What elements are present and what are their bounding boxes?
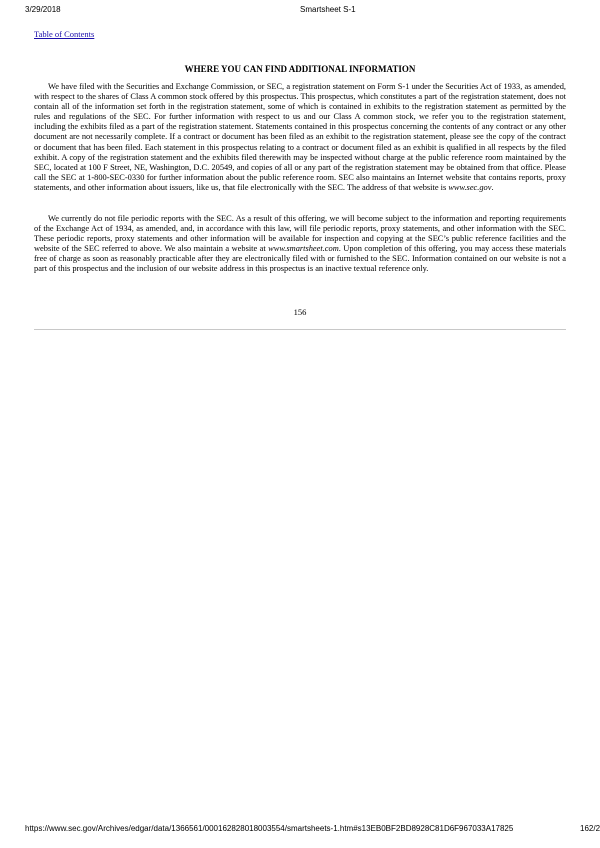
paragraph-text-end: .: [491, 182, 494, 192]
paragraph-periodic-reports: [34, 214, 566, 275]
sec-website: www.sec.gov: [448, 182, 492, 192]
company-website: www.smartsheet.com: [268, 244, 339, 254]
table-of-contents-link[interactable]: Table of Contents: [34, 29, 95, 39]
print-title: Smartsheet S-1: [300, 5, 356, 14]
paragraph-text: We have filed with the Securities and Exchange Commission, or SEC, a registration statement on Form S-1 under the Securities Act of 1933, as amended, with respect to the shares of Class A common stock offered by this prospectus. This prospectus, which constitutes a part of the registration statement, does not contain all of the information set forth in the registration statement, some of which is contained in exhibits to the registration statement as permitted by the rules and regulations of the SEC. For further information with respect to us and our Class A common stock, we refer you to the registration statement, including the exhibits filed as a part of the registration statement. Statements contained in this prospectus concerning the contents of any contract or any other document are not necessarily complete. If a contract or document has been filed as an exhibit to the registration statement, please see the copy of the contract or document that has been filed. Each statement in this prospectus relating to a contract or document filed as an exhibit is qualified in all respects by the filed exhibit. A copy of the registration statement and the exhibits filed therewith may be inspected without charge at the public reference room maintained by the SEC, located at 100 F Street, NE, Washington, D.C. 20549, and copies of all or any part of the registration statement may be obtained from that office. Please call the SEC at 1-800-SEC-0330 for further information about the public reference room. SEC also maintains an Internet website that contains reports, proxy statements, and other information about issuers, like us, that file electronically with the SEC. The address of that website is: [34, 82, 566, 192]
section-heading: WHERE YOU CAN FIND ADDITIONAL INFORMATION: [184, 64, 416, 74]
paragraph-text: We currently do not file periodic reports with the SEC. As a result of this offering, we will become subject to the information and reporting requirements of the Exchange Act of 1934, as amended, and, in accordance with this law, will file periodic reports, proxy statements, and other information with the SEC. These periodic reports, proxy statements and other information will be available for inspection and copying at the SEC’s public reference facilities and the website of the SEC referred to above. We also maintain a website at: [34, 214, 566, 254]
page-divider: [34, 329, 566, 330]
paragraph-sec-filing: [34, 82, 566, 193]
paragraph-text-end: . Upon completion of this offering, you may access these materials free of charge as soon as reasonably practicable after they are electronically filed with or furnished to the SEC. Information contained on our website is not a part of this prospectus and the inclusion of our website address in this prospectus is an inactive textual reference only.: [34, 244, 566, 274]
print-date: 3/29/2018: [25, 5, 61, 14]
print-url: https://www.sec.gov/Archives/edgar/data/1366561/000162828018003554/smartsheets-1.htm#s13EB0BF2BD8928C81D6F967033A17825: [25, 824, 514, 833]
page-number: 156: [293, 307, 307, 317]
print-page-count: 162/2: [580, 824, 600, 833]
